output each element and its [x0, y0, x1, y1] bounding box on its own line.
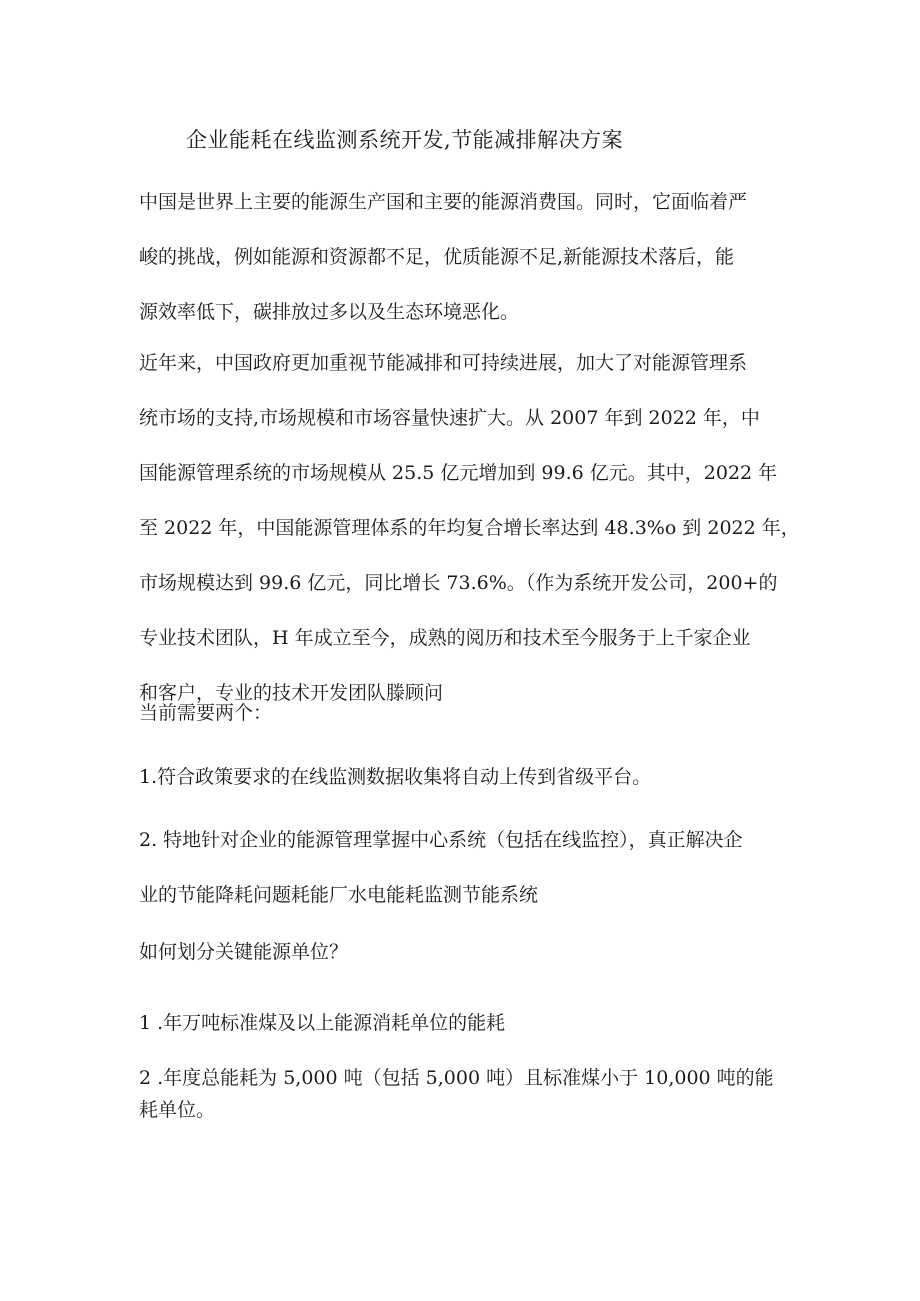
paragraph-need-1	[139, 750, 799, 805]
paragraph-line: 市场规模达到 99.6 亿元，同比增长 73.6%。（作为系统开发公司，200+的	[139, 572, 778, 594]
paragraph-market	[139, 336, 799, 721]
paragraph-line: 至 2022 年，中国能源管理体系的年均复合增长率达到 48.3%o 到 2022 年，	[139, 517, 800, 539]
paragraph-line: 当前需要两个：	[139, 702, 273, 724]
paragraph-criterion-2	[139, 1062, 799, 1126]
paragraph-line: 耗单位。	[139, 1099, 216, 1121]
paragraph-line: 和客户，专业的技术开发团队滕顾问	[139, 682, 444, 704]
paragraph-line: 2. 特地针对企业的能源管理掌握中心系统（包括在线监控），真正解决企	[139, 829, 743, 851]
paragraph-line: 如何划分关键能源单位？	[139, 941, 349, 963]
paragraph-question	[139, 925, 799, 980]
paragraph-line: 近年来，中国政府更加重视节能减排和可持续进展，加大了对能源管理系	[139, 352, 748, 374]
paragraph-line: 峻的挑战，例如能源和资源都不足，优质能源不足,新能源技术落后，能	[139, 246, 735, 268]
paragraph-line: 2 .年度总能耗为 5,000 吨（包括 5,000 吨）且标准煤小于 10,000 吨的能	[139, 1067, 774, 1089]
paragraph-line: 统市场的支持,市场规模和市场容量快速扩大。从 2007 年到 2022 年，中	[139, 407, 760, 429]
paragraph-line: 专业技术团队，H 年成立至今，成熟的阅历和技术至今服务于上千家企业	[139, 627, 751, 649]
paragraph-line: 1 .年万吨标准煤及以上能源消耗单位的能耗	[139, 1012, 506, 1034]
paragraph-need-2	[139, 813, 799, 923]
paragraph-line: 国能源管理系统的市场规模从 25.5 亿元增加到 99.6 亿元。其中，2022 年	[139, 462, 778, 484]
paragraph-line: 源效率低下，碳排放过多以及生态环境恶化。	[139, 301, 520, 323]
paragraph-needs-heading	[139, 686, 799, 741]
paragraph-line: 业的节能降耗问题耗能厂水电能耗监测节能系统	[139, 884, 539, 906]
paragraph-line: 中国是世界上主要的能源生产国和主要的能源消费国。同时，它面临着严	[139, 191, 748, 213]
paragraph-line: 1.符合政策要求的在线监测数据收集将自动上传到省级平台。	[139, 766, 652, 788]
document-title: 企业能耗在线监测系统开发,节能减排解决方案	[186, 128, 624, 152]
paragraph-criterion-1	[139, 996, 799, 1051]
paragraph-intro	[139, 175, 799, 340]
